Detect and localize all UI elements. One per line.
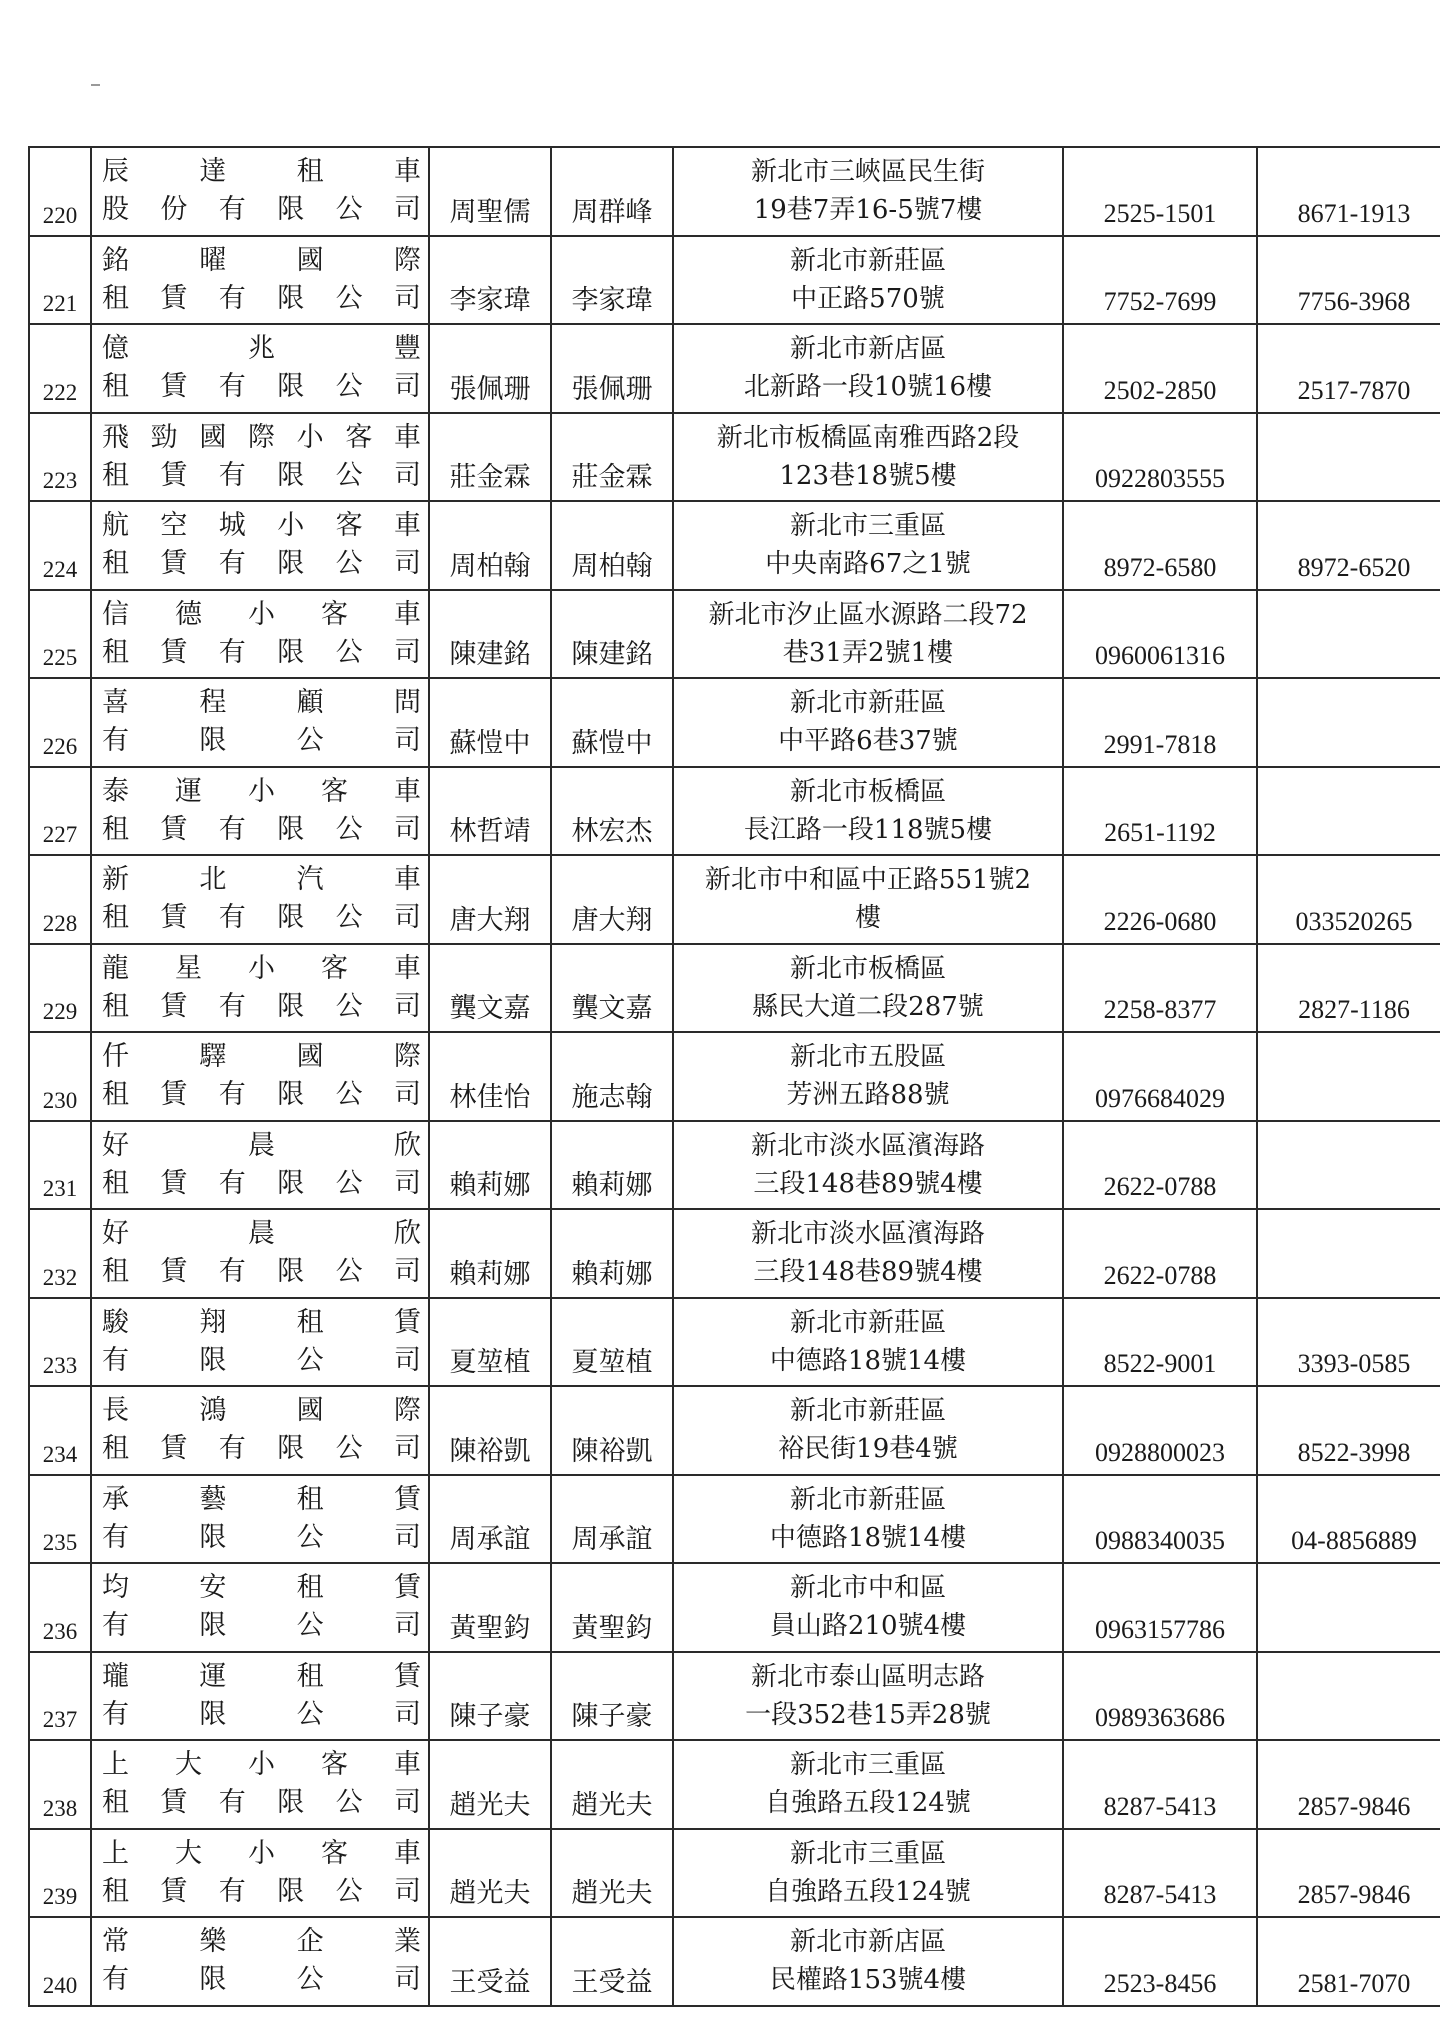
address-line: 新北市淡水區濱海路 — [750, 1219, 985, 1250]
table-row — [29, 1032, 1440, 1121]
responsible-person: 張佩珊 — [429, 324, 551, 413]
manager: 李家瑋 — [551, 236, 673, 325]
address-line: 新北市新莊區 — [789, 1484, 946, 1515]
company-name-line: 好 晨 欣 — [102, 1129, 422, 1161]
company-name — [91, 1917, 429, 2006]
row-number: 237 — [29, 1652, 91, 1741]
address-line: 新北市汐止區水源路二段72 — [708, 599, 1028, 630]
company-name — [91, 324, 429, 413]
address — [673, 1917, 1063, 2006]
manager: 唐大翔 — [551, 855, 673, 944]
row-number: 232 — [29, 1209, 91, 1298]
row-number: 222 — [29, 324, 91, 413]
address-line: 新北市板橋區 — [789, 776, 946, 807]
table-row — [29, 1917, 1440, 2006]
company-name-line: 租賃有限公司 — [102, 813, 422, 845]
address-line: 新北市新莊區 — [789, 245, 946, 276]
row-number: 240 — [29, 1917, 91, 2006]
phone-primary: 2226-0680 — [1063, 855, 1257, 944]
phone-secondary — [1257, 1563, 1440, 1652]
company-name-line: 辰 達 租 車 — [102, 156, 422, 188]
manager: 林宏杰 — [551, 767, 673, 856]
manager: 周柏翰 — [551, 501, 673, 590]
row-number: 230 — [29, 1032, 91, 1121]
address-line: 一段352巷15弄28號 — [745, 1699, 991, 1730]
phone-secondary — [1257, 1209, 1440, 1298]
manager: 賴莉娜 — [551, 1121, 673, 1210]
responsible-person: 陳裕凱 — [429, 1386, 551, 1475]
address-line: 中德路18號14樓 — [769, 1345, 967, 1376]
company-name-line: 租賃有限公司 — [102, 282, 422, 314]
address-line: 新北市中和區 — [789, 1573, 946, 1604]
address-line: 新北市板橋區南雅西路2段 — [716, 422, 1020, 453]
company-name — [91, 1298, 429, 1387]
company-name-line: 泰 運 小 客 車 — [102, 775, 422, 807]
address-line: 19巷7弄16-5號7樓 — [753, 195, 983, 226]
row-number: 224 — [29, 501, 91, 590]
manager: 施志翰 — [551, 1032, 673, 1121]
table-row — [29, 944, 1440, 1033]
phone-primary: 0988340035 — [1063, 1475, 1257, 1564]
address-line: 中平路6巷37號 — [778, 726, 958, 757]
responsible-person: 李家瑋 — [429, 236, 551, 325]
manager: 黃聖鈞 — [551, 1563, 673, 1652]
company-name — [91, 413, 429, 502]
company-name-line: 銘 曜 國 際 — [102, 244, 422, 276]
phone-primary: 0960061316 — [1063, 590, 1257, 679]
table-row — [29, 501, 1440, 590]
address — [673, 944, 1063, 1033]
responsible-person: 趙光夫 — [429, 1740, 551, 1829]
phone-secondary — [1257, 1032, 1440, 1121]
address-line: 三段148巷89號4樓 — [753, 1257, 983, 1288]
phone-primary: 0922803555 — [1063, 413, 1257, 502]
address — [673, 855, 1063, 944]
address-line: 樓 — [854, 903, 881, 934]
address — [673, 501, 1063, 590]
responsible-person: 周聖儒 — [429, 147, 551, 236]
phone-primary: 8522-9001 — [1063, 1298, 1257, 1387]
table-row — [29, 1563, 1440, 1652]
address-line: 新北市板橋區 — [789, 953, 946, 984]
row-number: 231 — [29, 1121, 91, 1210]
address-line: 中央南路67之1號 — [765, 549, 971, 580]
responsible-person: 賴莉娜 — [429, 1121, 551, 1210]
manager: 夏堃植 — [551, 1298, 673, 1387]
company-name-line: 租賃有限公司 — [102, 1787, 422, 1819]
address-line: 長江路一段118號5樓 — [743, 814, 993, 845]
table-row — [29, 236, 1440, 325]
phone-primary: 2258-8377 — [1063, 944, 1257, 1033]
address-line: 中正路570號 — [791, 283, 945, 314]
phone-secondary: 3393-0585 — [1257, 1298, 1440, 1387]
phone-secondary — [1257, 1121, 1440, 1210]
company-name-line: 均 安 租 賃 — [102, 1572, 422, 1604]
company-name-line: 仟 驛 國 際 — [102, 1041, 422, 1073]
manager: 趙光夫 — [551, 1740, 673, 1829]
address — [673, 1475, 1063, 1564]
address-line: 自強路五段124號 — [765, 1788, 971, 1819]
company-name-line: 租賃有限公司 — [102, 548, 422, 580]
company-name — [91, 1032, 429, 1121]
address-line: 新北市三重區 — [789, 511, 946, 542]
phone-secondary — [1257, 678, 1440, 767]
company-name — [91, 678, 429, 767]
company-name-line: 飛勁國際小客車 — [102, 421, 422, 453]
phone-secondary — [1257, 413, 1440, 502]
phone-primary: 0928800023 — [1063, 1386, 1257, 1475]
row-number: 229 — [29, 944, 91, 1033]
row-number: 239 — [29, 1829, 91, 1918]
company-name-line: 上 大 小 客 車 — [102, 1837, 422, 1869]
address-line: 巷31弄2號1樓 — [782, 637, 954, 668]
phone-primary: 0989363686 — [1063, 1652, 1257, 1741]
company-name — [91, 944, 429, 1033]
phone-primary: 2523-8456 — [1063, 1917, 1257, 2006]
manager: 張佩珊 — [551, 324, 673, 413]
row-number: 225 — [29, 590, 91, 679]
phone-primary: 8287-5413 — [1063, 1829, 1257, 1918]
address-line: 新北市新莊區 — [789, 688, 946, 719]
address — [673, 324, 1063, 413]
row-number: 228 — [29, 855, 91, 944]
table-row — [29, 590, 1440, 679]
company-name — [91, 236, 429, 325]
address — [673, 1829, 1063, 1918]
company-name — [91, 501, 429, 590]
manager: 趙光夫 — [551, 1829, 673, 1918]
responsible-person: 趙光夫 — [429, 1829, 551, 1918]
manager: 周承誼 — [551, 1475, 673, 1564]
address-line: 中德路18號14樓 — [769, 1522, 967, 1553]
company-name-line: 租賃有限公司 — [102, 459, 422, 491]
table-row — [29, 1121, 1440, 1210]
responsible-person: 周承誼 — [429, 1475, 551, 1564]
company-name — [91, 147, 429, 236]
address-line: 新北市淡水區濱海路 — [750, 1130, 985, 1161]
phone-secondary: 033520265 — [1257, 855, 1440, 944]
manager: 莊金霖 — [551, 413, 673, 502]
company-name-line: 億 兆 豐 — [102, 333, 422, 365]
company-name-line: 龍 星 小 客 車 — [102, 952, 422, 984]
company-name-line: 租賃有限公司 — [102, 1167, 422, 1199]
phone-secondary: 2857-9846 — [1257, 1829, 1440, 1918]
address-line: 新北市新莊區 — [789, 1307, 946, 1338]
address — [673, 1298, 1063, 1387]
phone-primary: 0976684029 — [1063, 1032, 1257, 1121]
company-name-line: 信 德 小 客 車 — [102, 598, 422, 630]
company-name-line: 有 限 公 司 — [102, 1521, 422, 1553]
address-line: 民權路153號4樓 — [769, 1965, 967, 1996]
row-number: 233 — [29, 1298, 91, 1387]
manager: 龔文嘉 — [551, 944, 673, 1033]
manager: 賴莉娜 — [551, 1209, 673, 1298]
table-row — [29, 413, 1440, 502]
table-row — [29, 1298, 1440, 1387]
phone-primary: 2622-0788 — [1063, 1209, 1257, 1298]
company-name — [91, 1475, 429, 1564]
phone-secondary — [1257, 590, 1440, 679]
company-name — [91, 1563, 429, 1652]
phone-secondary: 7756-3968 — [1257, 236, 1440, 325]
phone-secondary: 2857-9846 — [1257, 1740, 1440, 1829]
address-line: 新北市三峽區民生街 — [750, 157, 985, 188]
company-name-line: 有 限 公 司 — [102, 1610, 422, 1642]
address-line: 北新路一段10號16樓 — [743, 372, 993, 403]
address — [673, 1032, 1063, 1121]
table-row — [29, 855, 1440, 944]
company-name — [91, 590, 429, 679]
phone-primary: 7752-7699 — [1063, 236, 1257, 325]
address-line: 裕民街19巷4號 — [778, 1434, 958, 1465]
responsible-person: 夏堃植 — [429, 1298, 551, 1387]
row-number: 234 — [29, 1386, 91, 1475]
company-name-line: 租賃有限公司 — [102, 1079, 422, 1111]
company-name-line: 有 限 公 司 — [102, 725, 422, 757]
row-number: 220 — [29, 147, 91, 236]
address-line: 芳洲五路88號 — [786, 1080, 950, 1111]
manager: 周群峰 — [551, 147, 673, 236]
phone-secondary — [1257, 767, 1440, 856]
company-name — [91, 1386, 429, 1475]
phone-secondary: 2581-7070 — [1257, 1917, 1440, 2006]
responsible-person: 賴莉娜 — [429, 1209, 551, 1298]
manager: 陳子豪 — [551, 1652, 673, 1741]
address-line: 新北市三重區 — [789, 1750, 946, 1781]
phone-secondary: 04-8856889 — [1257, 1475, 1440, 1564]
company-name-line: 有 限 公 司 — [102, 1964, 422, 1996]
company-table — [28, 146, 1440, 2007]
phone-secondary: 8671-1913 — [1257, 147, 1440, 236]
company-name-line: 喜 程 顧 問 — [102, 687, 422, 719]
manager: 王受益 — [551, 1917, 673, 2006]
company-name-line: 常 樂 企 業 — [102, 1926, 422, 1958]
company-name-line: 駿 翔 租 賃 — [102, 1306, 422, 1338]
table-row — [29, 678, 1440, 767]
responsible-person: 蘇愷中 — [429, 678, 551, 767]
phone-primary: 2622-0788 — [1063, 1121, 1257, 1210]
address — [673, 147, 1063, 236]
company-name-line: 有 限 公 司 — [102, 1344, 422, 1376]
phone-primary: 2991-7818 — [1063, 678, 1257, 767]
address — [673, 413, 1063, 502]
manager: 蘇愷中 — [551, 678, 673, 767]
address-line: 新北市泰山區明志路 — [750, 1661, 985, 1692]
table-row — [29, 1829, 1440, 1918]
responsible-person: 王受益 — [429, 1917, 551, 2006]
company-name-line: 長 鴻 國 際 — [102, 1395, 422, 1427]
row-number: 226 — [29, 678, 91, 767]
address — [673, 236, 1063, 325]
address-line: 123巷18號5樓 — [779, 460, 957, 491]
responsible-person: 龔文嘉 — [429, 944, 551, 1033]
address-line: 新北市新店區 — [789, 1927, 946, 1958]
phone-primary: 2651-1192 — [1063, 767, 1257, 856]
address — [673, 767, 1063, 856]
company-name-line: 有 限 公 司 — [102, 1698, 422, 1730]
company-name-line: 好 晨 欣 — [102, 1218, 422, 1250]
table-row — [29, 1652, 1440, 1741]
company-name-line: 租賃有限公司 — [102, 1875, 422, 1907]
phone-primary: 2525-1501 — [1063, 147, 1257, 236]
manager: 陳裕凱 — [551, 1386, 673, 1475]
company-name — [91, 1829, 429, 1918]
row-number: 223 — [29, 413, 91, 502]
address-line: 縣民大道二段287號 — [752, 991, 984, 1022]
table-row — [29, 767, 1440, 856]
company-name — [91, 767, 429, 856]
address — [673, 590, 1063, 679]
responsible-person: 陳子豪 — [429, 1652, 551, 1741]
company-name-line: 新 北 汽 車 — [102, 864, 422, 896]
table-row — [29, 1740, 1440, 1829]
table-row — [29, 1209, 1440, 1298]
company-name-line: 航空城小客車 — [102, 510, 422, 542]
responsible-person: 莊金霖 — [429, 413, 551, 502]
address-line: 新北市新莊區 — [789, 1396, 946, 1427]
phone-secondary: 2827-1186 — [1257, 944, 1440, 1033]
scan-mark — [91, 84, 100, 86]
company-name-line: 上 大 小 客 車 — [102, 1749, 422, 1781]
row-number: 227 — [29, 767, 91, 856]
responsible-person: 林佳怡 — [429, 1032, 551, 1121]
address-line: 員山路210號4樓 — [769, 1611, 967, 1642]
phone-secondary: 8972-6520 — [1257, 501, 1440, 590]
phone-secondary: 8522-3998 — [1257, 1386, 1440, 1475]
company-table-body — [29, 147, 1440, 2006]
phone-primary: 2502-2850 — [1063, 324, 1257, 413]
address-line: 新北市中和區中正路551號2 — [704, 865, 1032, 896]
phone-primary: 8972-6580 — [1063, 501, 1257, 590]
address — [673, 1121, 1063, 1210]
company-name-line: 租賃有限公司 — [102, 990, 422, 1022]
company-name-line: 承 藝 租 賃 — [102, 1483, 422, 1515]
address — [673, 1563, 1063, 1652]
table-row — [29, 324, 1440, 413]
address-line: 新北市五股區 — [789, 1042, 946, 1073]
address — [673, 1209, 1063, 1298]
phone-secondary: 2517-7870 — [1257, 324, 1440, 413]
row-number: 236 — [29, 1563, 91, 1652]
company-name — [91, 1652, 429, 1741]
address-line: 三段148巷89號4樓 — [753, 1168, 983, 1199]
phone-primary: 8287-5413 — [1063, 1740, 1257, 1829]
address — [673, 1740, 1063, 1829]
company-name — [91, 855, 429, 944]
address — [673, 1652, 1063, 1741]
table-row — [29, 147, 1440, 236]
address-line: 自強路五段124號 — [765, 1876, 971, 1907]
row-number: 235 — [29, 1475, 91, 1564]
address — [673, 678, 1063, 767]
row-number: 238 — [29, 1740, 91, 1829]
company-name-line: 租賃有限公司 — [102, 1433, 422, 1465]
company-name-line: 租賃有限公司 — [102, 1256, 422, 1288]
address-line: 新北市三重區 — [789, 1838, 946, 1869]
company-name — [91, 1740, 429, 1829]
company-name-line: 股份有限公司 — [102, 194, 422, 226]
company-name-line: 瓏 運 租 賃 — [102, 1660, 422, 1692]
responsible-person: 唐大翔 — [429, 855, 551, 944]
manager: 陳建銘 — [551, 590, 673, 679]
company-name — [91, 1209, 429, 1298]
responsible-person: 周柏翰 — [429, 501, 551, 590]
row-number: 221 — [29, 236, 91, 325]
address-line: 新北市新店區 — [789, 334, 946, 365]
responsible-person: 林哲靖 — [429, 767, 551, 856]
table-row — [29, 1386, 1440, 1475]
phone-primary: 0963157786 — [1063, 1563, 1257, 1652]
responsible-person: 黃聖鈞 — [429, 1563, 551, 1652]
phone-secondary — [1257, 1652, 1440, 1741]
table-row — [29, 1475, 1440, 1564]
responsible-person: 陳建銘 — [429, 590, 551, 679]
company-name — [91, 1121, 429, 1210]
address — [673, 1386, 1063, 1475]
company-name-line: 租賃有限公司 — [102, 902, 422, 934]
company-name-line: 租賃有限公司 — [102, 636, 422, 668]
company-name-line: 租賃有限公司 — [102, 371, 422, 403]
